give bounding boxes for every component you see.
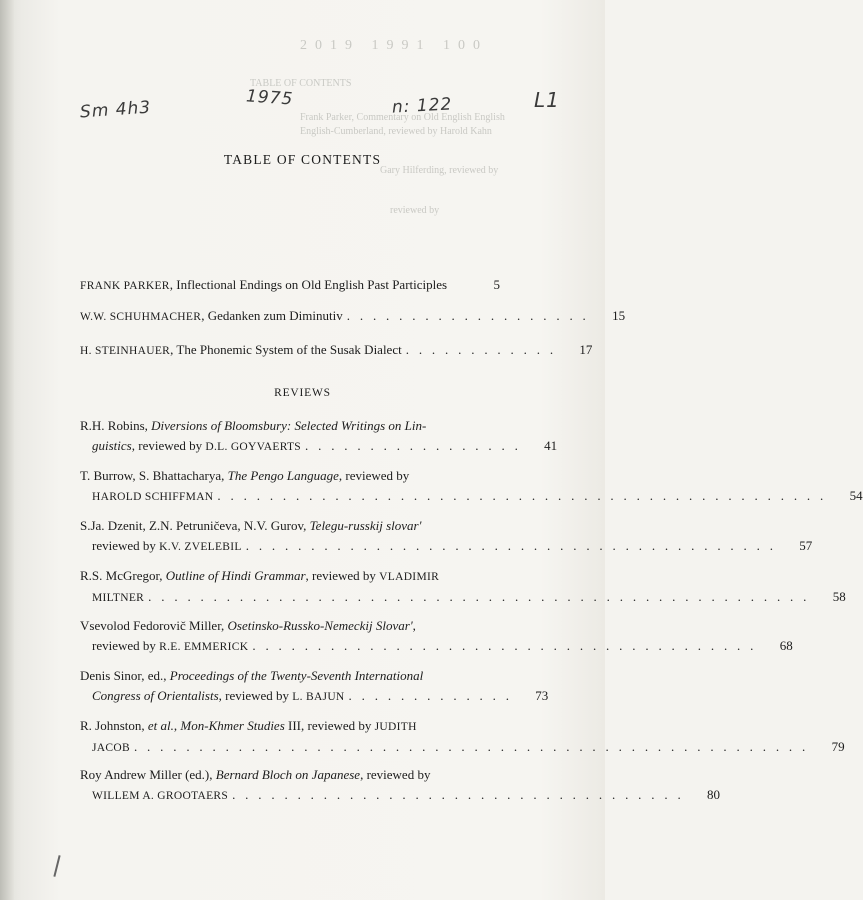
leader-dots: . . . . . . . . . . . . . . . . . . . . . . . . . . . . . . . . . . . . . . . . . bbox=[245, 538, 777, 553]
review-entry[interactable] bbox=[80, 416, 558, 457]
show-through-heading: TABLE OF CONTENTS bbox=[250, 78, 352, 89]
article-entry[interactable]: H. STEINHAUER, The Phonemic System of the Susak Dialect . . . . . . . . . . . . 17 bbox=[80, 340, 500, 361]
book-title-cont: guistics bbox=[92, 438, 132, 453]
article-entry[interactable]: FRANK PARKER, Inflectional Endings on Old English Past Participles 5 bbox=[80, 275, 500, 296]
review-authors: S.Ja. Dzenit, Z.N. Petruničeva, N.V. Gurov, bbox=[80, 518, 310, 533]
book-title: Osetinsko-Russko-Nemeckij Slovar' bbox=[227, 618, 413, 633]
handwritten-number: n: 122 bbox=[391, 94, 453, 118]
page-number: 54 bbox=[849, 488, 863, 503]
leader-dots: . . . . . . . . . . . . . . . . . . . bbox=[346, 308, 590, 323]
reviewer-name: JUDITH bbox=[374, 721, 417, 733]
leader-dots: . . . . . . . . . . . . . . . . . . . . . . . . . . . . . . . . . . . . . . . . . . . . . . . . . . . . bbox=[133, 739, 809, 754]
article-title: Inflectional Endings on Old English Past Participles bbox=[176, 277, 448, 292]
review-entry[interactable] bbox=[80, 466, 863, 507]
review-entry[interactable] bbox=[80, 566, 846, 608]
show-through-line-4: reviewed by bbox=[390, 205, 440, 216]
review-authors: R.S. McGregor, bbox=[80, 568, 166, 583]
review-entry[interactable] bbox=[80, 666, 549, 707]
page-number: 41 bbox=[544, 438, 558, 453]
reviewer-name: WILLEM A. GROOTAERS bbox=[92, 790, 229, 802]
page-number: 80 bbox=[707, 787, 721, 802]
reviewer-name: VLADIMIR bbox=[379, 571, 440, 583]
review-entry[interactable] bbox=[80, 765, 721, 806]
leader-dots: . . . . . . . . . . . . . . . . . bbox=[305, 438, 522, 453]
article-title: The Phonemic System of the Susak Dialect bbox=[176, 342, 402, 357]
review-entry[interactable]: Vsevolod Fedorovič Miller, Osetinsko-Russko-Nemeckij Slovar', reviewed by R.E. EMMERICK . . . . . . . . . . . . . . . . . . . . . . . . . . . . . . . . . . . . . . . 68 bbox=[80, 616, 500, 657]
binding-shadow bbox=[0, 0, 14, 900]
reviewer-name: D.L. GOYVAERTS bbox=[205, 441, 301, 453]
book-title: Bernard Bloch on Japanese bbox=[215, 767, 361, 782]
book-title: Telegu-russkij slovar' bbox=[309, 518, 422, 533]
book-title: Mon-Khmer Studies bbox=[180, 718, 285, 733]
page-title: TABLE OF CONTENTS bbox=[223, 152, 382, 167]
article-author: W.W. SCHUHMACHER bbox=[80, 311, 202, 323]
page-number: 58 bbox=[832, 589, 846, 604]
handwritten-year: 1975 bbox=[245, 86, 294, 110]
review-authors: R.H. Robins, bbox=[80, 418, 152, 433]
article-title: Gedanken zum Diminutiv bbox=[207, 308, 343, 323]
et-al: et al. bbox=[147, 718, 174, 733]
reviewed-by-text: , reviewed by bbox=[131, 438, 206, 453]
reviewed-by-text: III, reviewed by bbox=[284, 718, 375, 733]
reviewer-name-cont: MILTNER bbox=[92, 592, 145, 604]
reviewed-by-text: reviewed by bbox=[92, 538, 160, 553]
leader-dots: . . . . . . . . . . . . . bbox=[348, 688, 513, 703]
leader-dots: . . . . . . . . . . . . . . . . . . . . . . . . . . . . . . . . . . . . . . . bbox=[252, 638, 757, 653]
leader-dots: . . . . . . . . . . . . . . . . . . . . . . . . . . . . . . . . . . . . . . . . . . . . . . . . . . . bbox=[148, 589, 810, 604]
page-number: 17 bbox=[579, 342, 593, 357]
reviewer-name: L. BAJUN bbox=[292, 691, 345, 703]
page-number: 68 bbox=[779, 638, 793, 653]
page-number: 15 bbox=[612, 308, 626, 323]
leader-dots: . . . . . . . . . . . . . . . . . . . . . . . . . . . . . . . . . . . . . . . . . . . . . . . bbox=[217, 488, 827, 503]
handwritten-left-note: Sm 4h3 bbox=[79, 97, 152, 123]
reviewer-name: K.V. ZVELEBIL bbox=[159, 541, 242, 553]
review-authors: Denis Sinor, ed., bbox=[80, 668, 170, 683]
pencil-mark bbox=[53, 855, 60, 877]
leader-dots: . . . . . . . . . . . . bbox=[405, 342, 557, 357]
reviewed-by-text: reviewed by bbox=[92, 638, 160, 653]
reviewed-by-text: , reviewed by bbox=[218, 688, 293, 703]
reviewed-by-text: , reviewed by bbox=[360, 767, 431, 782]
book-title-cont: Congress of Orientalists bbox=[92, 688, 219, 703]
review-authors: Roy Andrew Miller (ed.), bbox=[80, 767, 216, 782]
book-title: Outline of Hindi Grammar bbox=[165, 568, 306, 583]
page-number: 5 bbox=[493, 277, 500, 292]
page-number: 79 bbox=[831, 739, 845, 754]
show-through-line-3: Gary Hilferding, reviewed by bbox=[380, 165, 499, 176]
review-entry[interactable]: R. Johnston, et al., Mon-Khmer Studies III, reviewed by JUDITH JACOB . . . . . . . . . . . . . . . . . . . . . . . . . . . . . . . . . . . . . . . . . . . . . . . . . . . . 79 bbox=[80, 716, 500, 758]
reviewed-by-text: , reviewed by bbox=[338, 468, 410, 483]
article-author: H. STEINHAUER bbox=[80, 345, 171, 357]
article-author: FRANK PARKER bbox=[80, 280, 170, 292]
book-title: Diversions of Bloomsbury: Selected Writings on Lin- bbox=[151, 418, 427, 433]
book-title: Proceedings of the Twenty-Seventh International bbox=[169, 668, 424, 683]
review-authors: T. Burrow, S. Bhattacharya, bbox=[80, 468, 228, 483]
reviewer-name: HAROLD SCHIFFMAN bbox=[92, 491, 214, 503]
review-authors: Vsevolod Fedorovič Miller, bbox=[80, 618, 228, 633]
reviewed-by-text: , reviewed by bbox=[305, 568, 380, 583]
reviews-heading: REVIEWS bbox=[274, 387, 331, 399]
page-number: 57 bbox=[799, 538, 813, 553]
show-through-line-1: Frank Parker, Commentary on Old English English bbox=[300, 112, 505, 123]
review-authors: R. Johnston, bbox=[80, 718, 148, 733]
article-entry[interactable]: W.W. SCHUHMACHER, Gedanken zum Diminutiv . . . . . . . . . . . . . . . . . . . 15 bbox=[80, 306, 500, 327]
reviewer-name: R.E. EMMERICK bbox=[159, 641, 249, 653]
leader-dots: . . . . . . . . . . . . . . . . . . . . . . . . . . . . . . . . . . . bbox=[232, 787, 685, 802]
faint-top-note: 2019 1991 100 bbox=[300, 38, 488, 53]
page-number: 73 bbox=[535, 688, 549, 703]
book-title: The Pengo Language bbox=[227, 468, 339, 483]
review-entry[interactable] bbox=[80, 516, 813, 557]
show-through-line-2: English-Cumberland, reviewed by Harold Kahn bbox=[300, 126, 492, 137]
handwritten-right-note: L1 bbox=[534, 88, 560, 112]
reviewer-name-cont: JACOB bbox=[92, 742, 130, 754]
